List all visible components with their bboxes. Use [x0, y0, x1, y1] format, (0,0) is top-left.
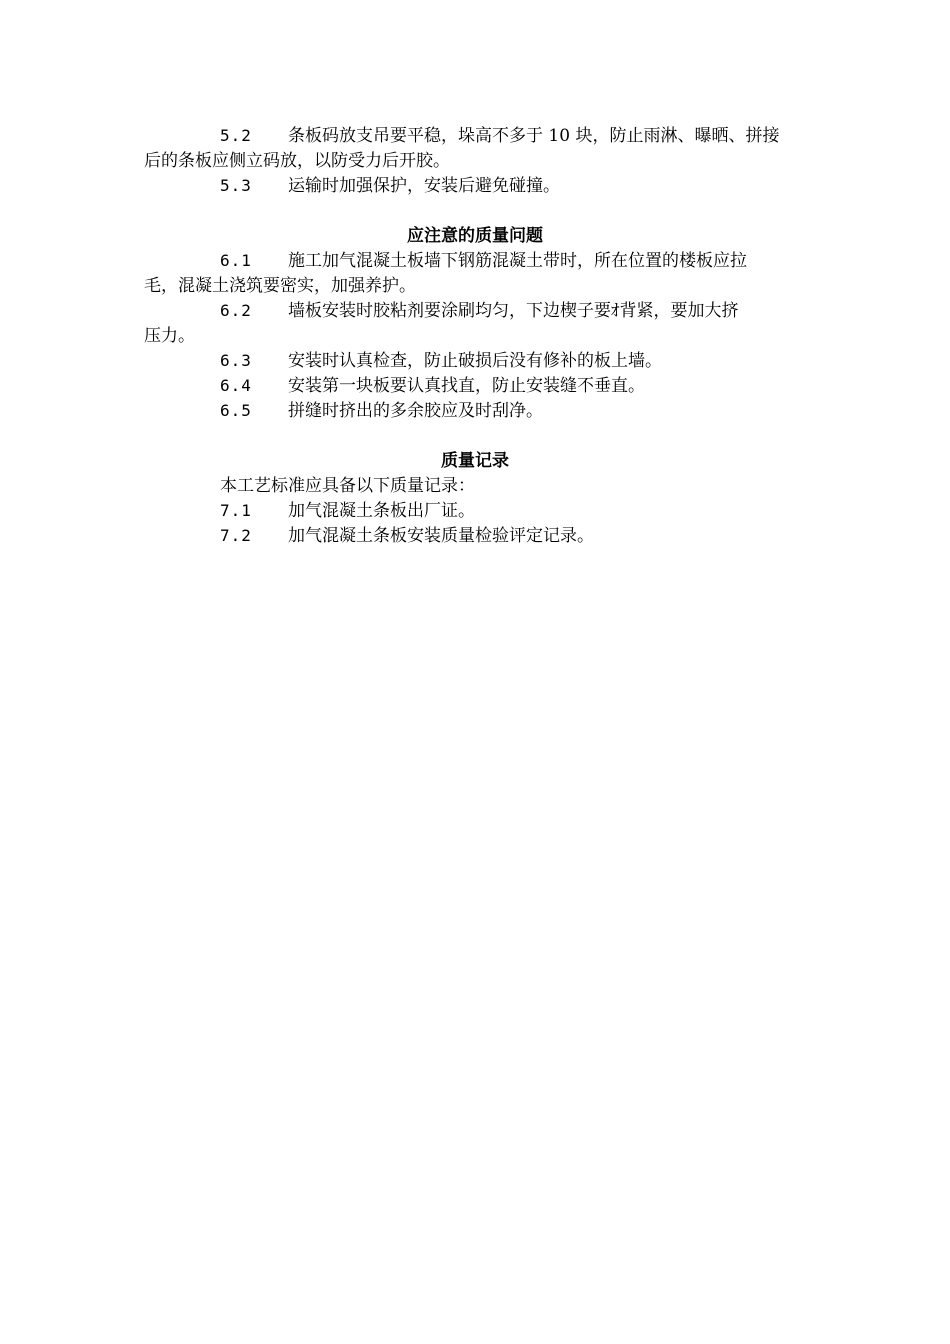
item-text: 施工加气混凝土板墙下钢筋混凝土带时，所在位置的楼板应拉: [288, 251, 747, 271]
item-number: 7.1: [220, 501, 252, 520]
item-number: 6.1: [220, 251, 252, 270]
item-6-2-line2: [144, 324, 806, 348]
section-heading-quality-records: 质量记录: [441, 451, 509, 471]
item-text: 加气混凝土条板出厂证。: [288, 501, 475, 521]
item-7-1: [144, 499, 806, 523]
item-5-2-line2: [144, 149, 806, 173]
item-number: 6.4: [220, 376, 252, 395]
item-text: 墙板安装时胶粘剂要涂刷均匀，下边楔子要ｵ背紧，要加大挤: [288, 301, 739, 321]
item-text-continued: 毛，混凝土浇筑要密实，加强养护。: [144, 276, 416, 296]
item-6-5: [144, 399, 806, 423]
item-text: 条板码放支吊要平稳，垛高不多于 10 块，防止雨淋、曝晒、拼接: [288, 126, 780, 146]
item-6-1-line1: [144, 249, 806, 273]
item-number: 6.3: [220, 351, 252, 370]
item-6-2-line1: [144, 299, 806, 323]
item-number: 7.2: [220, 526, 252, 545]
item-5-2-line1: [144, 124, 806, 148]
item-text: 加气混凝土条板安装质量检验评定记录。: [288, 526, 594, 546]
item-text-continued: 压力。: [144, 326, 195, 346]
item-6-1-line2: [144, 274, 806, 298]
item-5-3: [144, 174, 806, 198]
section-7-intro: [144, 474, 806, 498]
item-text: 安装第一块板要认真找直，防止安装缝不垂直。: [288, 376, 645, 396]
item-number: 6.2: [220, 301, 252, 320]
item-number: 6.5: [220, 401, 252, 420]
item-7-2: [144, 524, 806, 548]
item-number: 5.3: [220, 176, 252, 195]
item-text-continued: 后的条板应侧立码放，以防受力后开胶。: [144, 151, 450, 171]
intro-text: 本工艺标准应具备以下质量记录：: [220, 476, 475, 496]
item-text: 安装时认真检查，防止破损后没有修补的板上墙。: [288, 351, 662, 371]
section-heading-quality-issues: 应注意的质量问题: [407, 226, 543, 246]
item-6-3: [144, 349, 806, 373]
item-6-4: [144, 374, 806, 398]
item-number: 5.2: [220, 126, 252, 145]
item-text: 运输时加强保护，安装后避免碰撞。: [288, 176, 560, 196]
item-text: 拼缝时挤出的多余胶应及时刮净。: [288, 401, 543, 421]
